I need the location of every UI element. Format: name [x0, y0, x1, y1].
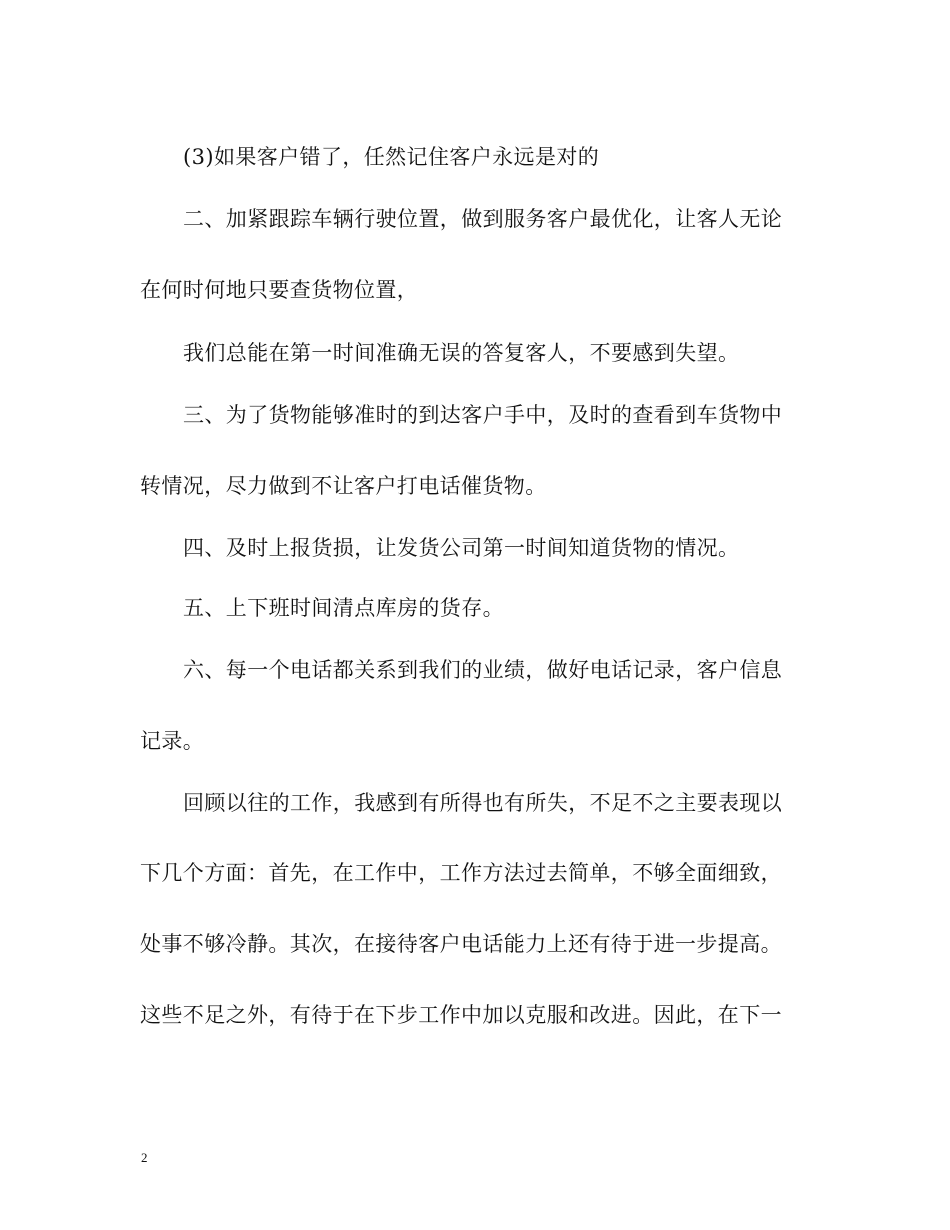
paragraph-line: 五、上下班时间清点库房的货存。 — [183, 596, 504, 620]
paragraph-line: 回顾以往的工作，我感到有所得也有所失，不足不之主要表现以 — [183, 791, 783, 815]
paragraph-line: 四、及时上报货损，让发货公司第一时间知道货物的情况。 — [183, 536, 740, 560]
paragraph-line: 记录。 — [140, 729, 205, 753]
paragraph-line: 六、每一个电话都关系到我们的业绩，做好电话记录，客户信息 — [183, 658, 783, 682]
paragraph-line: 这些不足之外，有待于在下步工作中加以克服和改进。因此，在下一 — [140, 1003, 782, 1027]
paragraph-line: 在何时何地只要查货物位置， — [140, 278, 419, 302]
paragraph-line: 处事不够冷静。其次，在接待客户电话能力上还有待于进一步提高。 — [140, 932, 782, 956]
paragraph-line: 二、加紧跟踪车辆行驶位置，做到服务客户最优化，让客人无论 — [183, 207, 783, 231]
paragraph-line: 下几个方面：首先，在工作中，工作方法过去简单，不够全面细致， — [140, 861, 782, 885]
paragraph-line: 我们总能在第一时间准确无误的答复客人，不要感到失望。 — [183, 341, 740, 365]
paragraph-line: (3)如果客户错了，任然记住客户永远是对的 — [183, 145, 600, 169]
paragraph-line: 三、为了货物能够准时的到达客户手中，及时的查看到车货物中 — [183, 403, 783, 427]
page-number: 2 — [141, 1150, 148, 1165]
paragraph-line: 转情况，尽力做到不让客户打电话催货物。 — [140, 474, 547, 498]
